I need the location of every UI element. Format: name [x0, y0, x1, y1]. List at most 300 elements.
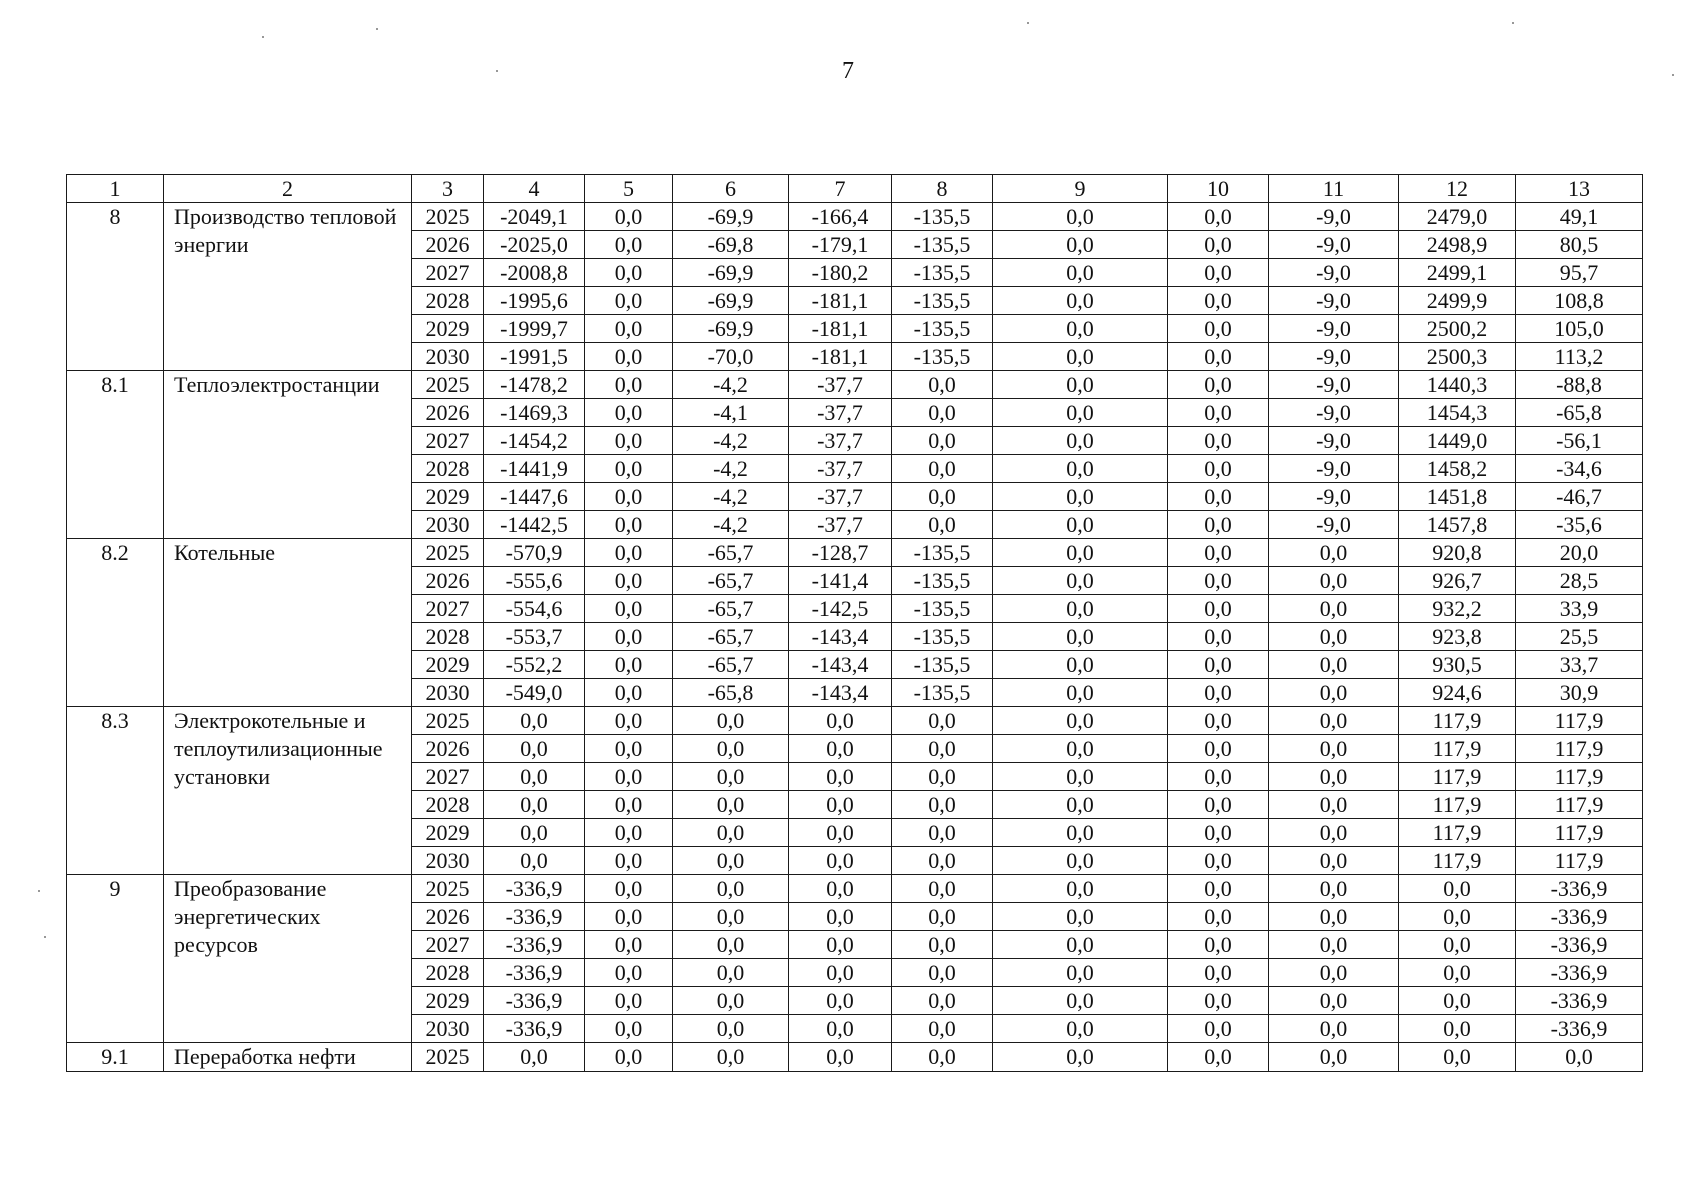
year-cell: 2025	[412, 875, 484, 903]
value-cell: 0,0	[1399, 1043, 1516, 1072]
year-cell: 2030	[412, 1015, 484, 1043]
value-cell: 0,0	[892, 483, 993, 511]
value-cell: 0,0	[1168, 959, 1269, 987]
value-cell: -336,9	[1516, 987, 1643, 1015]
value-cell: 0,0	[993, 231, 1168, 259]
column-number-header-row	[67, 175, 1643, 203]
value-cell: 0,0	[892, 735, 993, 763]
table-row	[67, 203, 1643, 231]
value-cell: 0,0	[1168, 931, 1269, 959]
value-cell: -37,7	[789, 427, 892, 455]
value-cell: 0,0	[484, 763, 585, 791]
value-cell: 0,0	[1168, 539, 1269, 567]
value-cell: -65,7	[673, 539, 789, 567]
value-cell: 0,0	[585, 539, 673, 567]
value-cell: 0,0	[1269, 847, 1399, 875]
value-cell: -336,9	[484, 1015, 585, 1043]
column-number-cell: 2	[164, 175, 412, 203]
row-number-cell: 8	[67, 203, 164, 371]
value-cell: 0,0	[892, 903, 993, 931]
value-cell: 0,0	[993, 763, 1168, 791]
value-cell: 49,1	[1516, 203, 1643, 231]
value-cell: 0,0	[993, 595, 1168, 623]
table-row	[67, 875, 1643, 903]
value-cell: 0,0	[993, 791, 1168, 819]
value-cell: 0,0	[789, 875, 892, 903]
value-cell: 0,0	[789, 987, 892, 1015]
value-cell: 932,2	[1399, 595, 1516, 623]
scan-speck	[44, 936, 46, 938]
table-row	[67, 707, 1643, 735]
value-cell: 0,0	[1269, 875, 1399, 903]
value-cell: 0,0	[1269, 1015, 1399, 1043]
value-cell: 1454,3	[1399, 399, 1516, 427]
value-cell: 0,0	[1168, 903, 1269, 931]
value-cell: 0,0	[585, 455, 673, 483]
value-cell: 0,0	[673, 875, 789, 903]
value-cell: 0,0	[585, 1015, 673, 1043]
year-cell: 2027	[412, 931, 484, 959]
value-cell: 0,0	[585, 203, 673, 231]
value-cell: 0,0	[585, 343, 673, 371]
value-cell: 0,0	[673, 987, 789, 1015]
value-cell: 0,0	[1168, 819, 1269, 847]
year-cell: 2025	[412, 1043, 484, 1072]
column-number-cell: 8	[892, 175, 993, 203]
value-cell: 0,0	[1168, 679, 1269, 707]
value-cell: 0,0	[993, 707, 1168, 735]
value-cell: 0,0	[585, 287, 673, 315]
value-cell: 923,8	[1399, 623, 1516, 651]
value-cell: 0,0	[892, 1043, 993, 1072]
value-cell: -336,9	[484, 875, 585, 903]
value-cell: 0,0	[892, 399, 993, 427]
year-cell: 2028	[412, 287, 484, 315]
value-cell: 0,0	[789, 735, 892, 763]
value-cell: -179,1	[789, 231, 892, 259]
value-cell: 117,9	[1399, 707, 1516, 735]
scan-speck	[496, 70, 498, 72]
value-cell: 105,0	[1516, 315, 1643, 343]
value-cell: 0,0	[673, 707, 789, 735]
value-cell: 117,9	[1399, 819, 1516, 847]
value-cell: -9,0	[1269, 315, 1399, 343]
value-cell: 0,0	[585, 903, 673, 931]
year-cell: 2028	[412, 455, 484, 483]
value-cell: 0,0	[1269, 623, 1399, 651]
value-cell: -46,7	[1516, 483, 1643, 511]
value-cell: -336,9	[1516, 1015, 1643, 1043]
value-cell: 0,0	[1168, 455, 1269, 483]
value-cell: 0,0	[1269, 567, 1399, 595]
value-cell: 0,0	[585, 259, 673, 287]
value-cell: 0,0	[673, 931, 789, 959]
value-cell: 0,0	[1399, 987, 1516, 1015]
value-cell: -4,2	[673, 511, 789, 539]
value-cell: 25,5	[1516, 623, 1643, 651]
value-cell: 80,5	[1516, 231, 1643, 259]
value-cell: -88,8	[1516, 371, 1643, 399]
value-cell: 0,0	[585, 735, 673, 763]
value-cell: 117,9	[1516, 819, 1643, 847]
value-cell: 0,0	[585, 847, 673, 875]
value-cell: 0,0	[484, 735, 585, 763]
value-cell: 117,9	[1399, 763, 1516, 791]
value-cell: 0,0	[789, 959, 892, 987]
value-cell: -143,4	[789, 679, 892, 707]
table-body	[67, 175, 1643, 1072]
value-cell: 0,0	[585, 819, 673, 847]
value-cell: 2499,9	[1399, 287, 1516, 315]
value-cell: 0,0	[1168, 875, 1269, 903]
row-number-cell: 9.1	[67, 1043, 164, 1072]
value-cell: -9,0	[1269, 343, 1399, 371]
value-cell: 0,0	[993, 511, 1168, 539]
table-row	[67, 371, 1643, 399]
value-cell: -2049,1	[484, 203, 585, 231]
row-number-cell: 8.2	[67, 539, 164, 707]
value-cell: 0,0	[1269, 735, 1399, 763]
value-cell: -4,1	[673, 399, 789, 427]
value-cell: 0,0	[993, 427, 1168, 455]
value-cell: -65,7	[673, 567, 789, 595]
year-cell: 2025	[412, 203, 484, 231]
value-cell: 0,0	[993, 399, 1168, 427]
value-cell: -65,8	[673, 679, 789, 707]
row-number-cell: 8.1	[67, 371, 164, 539]
value-cell: 1440,3	[1399, 371, 1516, 399]
scan-speck	[38, 890, 40, 892]
value-cell: 0,0	[1399, 875, 1516, 903]
value-cell: 920,8	[1399, 539, 1516, 567]
year-cell: 2029	[412, 819, 484, 847]
value-cell: 0,0	[1168, 1015, 1269, 1043]
value-cell: 0,0	[1168, 231, 1269, 259]
year-cell: 2029	[412, 651, 484, 679]
value-cell: -4,2	[673, 455, 789, 483]
value-cell: 0,0	[892, 371, 993, 399]
value-cell: 0,0	[892, 707, 993, 735]
value-cell: 0,0	[993, 483, 1168, 511]
value-cell: 0,0	[789, 903, 892, 931]
value-cell: -65,7	[673, 651, 789, 679]
value-cell: -65,8	[1516, 399, 1643, 427]
value-cell: 0,0	[1168, 483, 1269, 511]
value-cell: 0,0	[993, 847, 1168, 875]
value-cell: 0,0	[892, 1015, 993, 1043]
value-cell: 0,0	[892, 959, 993, 987]
value-cell: 0,0	[1269, 651, 1399, 679]
value-cell: 0,0	[993, 959, 1168, 987]
value-cell: 0,0	[1269, 679, 1399, 707]
value-cell: 0,0	[585, 511, 673, 539]
value-cell: -9,0	[1269, 203, 1399, 231]
year-cell: 2027	[412, 427, 484, 455]
value-cell: 0,0	[993, 371, 1168, 399]
indicator-name-cell: Производство тепловой энергии	[164, 203, 412, 371]
value-cell: 0,0	[993, 1043, 1168, 1072]
value-cell: 0,0	[993, 567, 1168, 595]
year-cell: 2028	[412, 623, 484, 651]
value-cell: 1458,2	[1399, 455, 1516, 483]
value-cell: 0,0	[1269, 1043, 1399, 1072]
value-cell: -1442,5	[484, 511, 585, 539]
value-cell: 0,0	[585, 567, 673, 595]
column-number-cell: 3	[412, 175, 484, 203]
value-cell: 0,0	[1269, 595, 1399, 623]
value-cell: 0,0	[1168, 735, 1269, 763]
value-cell: 0,0	[789, 819, 892, 847]
value-cell: 20,0	[1516, 539, 1643, 567]
column-number-cell: 13	[1516, 175, 1643, 203]
value-cell: 0,0	[585, 931, 673, 959]
value-cell: 926,7	[1399, 567, 1516, 595]
value-cell: 28,5	[1516, 567, 1643, 595]
value-cell: -553,7	[484, 623, 585, 651]
value-cell: -135,5	[892, 231, 993, 259]
value-cell: 0,0	[1269, 791, 1399, 819]
value-cell: 2499,1	[1399, 259, 1516, 287]
value-cell: 0,0	[993, 987, 1168, 1015]
value-cell: -37,7	[789, 455, 892, 483]
value-cell: 0,0	[1168, 287, 1269, 315]
column-number-cell: 7	[789, 175, 892, 203]
value-cell: -1469,3	[484, 399, 585, 427]
value-cell: 0,0	[585, 763, 673, 791]
value-cell: 0,0	[585, 595, 673, 623]
value-cell: -9,0	[1269, 399, 1399, 427]
value-cell: -128,7	[789, 539, 892, 567]
value-cell: 0,0	[993, 735, 1168, 763]
value-cell: 0,0	[993, 343, 1168, 371]
value-cell: -135,5	[892, 567, 993, 595]
scan-speck	[1027, 22, 1029, 24]
value-cell: -4,2	[673, 427, 789, 455]
year-cell: 2027	[412, 259, 484, 287]
value-cell: 0,0	[1168, 259, 1269, 287]
value-cell: -552,2	[484, 651, 585, 679]
value-cell: 108,8	[1516, 287, 1643, 315]
value-cell: -554,6	[484, 595, 585, 623]
value-cell: -65,7	[673, 623, 789, 651]
value-cell: 0,0	[993, 623, 1168, 651]
value-cell: 0,0	[585, 371, 673, 399]
value-cell: 0,0	[673, 959, 789, 987]
value-cell: 0,0	[585, 1043, 673, 1072]
value-cell: 0,0	[484, 819, 585, 847]
value-cell: 113,2	[1516, 343, 1643, 371]
value-cell: 0,0	[1399, 959, 1516, 987]
scan-speck	[262, 36, 264, 38]
value-cell: 0,0	[892, 511, 993, 539]
column-number-cell: 9	[993, 175, 1168, 203]
value-cell: 0,0	[993, 315, 1168, 343]
value-cell: 0,0	[993, 539, 1168, 567]
value-cell: 0,0	[1168, 203, 1269, 231]
column-number-cell: 5	[585, 175, 673, 203]
value-cell: -34,6	[1516, 455, 1643, 483]
value-cell: 0,0	[1168, 567, 1269, 595]
value-cell: -37,7	[789, 483, 892, 511]
value-cell: 0,0	[1269, 959, 1399, 987]
indicator-name-cell: Теплоэлектростанции	[164, 371, 412, 539]
value-cell: 2500,2	[1399, 315, 1516, 343]
value-cell: 0,0	[1399, 931, 1516, 959]
value-cell: -56,1	[1516, 427, 1643, 455]
value-cell: -135,5	[892, 539, 993, 567]
value-cell: -37,7	[789, 511, 892, 539]
year-cell: 2030	[412, 343, 484, 371]
year-cell: 2026	[412, 903, 484, 931]
value-cell: -1447,6	[484, 483, 585, 511]
value-cell: 0,0	[892, 819, 993, 847]
value-cell: -135,5	[892, 343, 993, 371]
value-cell: 0,0	[484, 847, 585, 875]
value-cell: 0,0	[789, 931, 892, 959]
value-cell: 0,0	[892, 847, 993, 875]
value-cell: -9,0	[1269, 427, 1399, 455]
value-cell: 0,0	[673, 903, 789, 931]
indicator-name-cell: Электрокотельные и теплоутилизационные установки	[164, 707, 412, 875]
indicator-name-cell: Котельные	[164, 539, 412, 707]
value-cell: -1454,2	[484, 427, 585, 455]
value-cell: -135,5	[892, 595, 993, 623]
value-cell: 0,0	[1168, 763, 1269, 791]
value-cell: 0,0	[673, 819, 789, 847]
value-cell: 1451,8	[1399, 483, 1516, 511]
value-cell: 0,0	[993, 819, 1168, 847]
value-cell: 0,0	[585, 315, 673, 343]
value-cell: 1449,0	[1399, 427, 1516, 455]
value-cell: -9,0	[1269, 455, 1399, 483]
value-cell: 0,0	[585, 651, 673, 679]
value-cell: 0,0	[993, 455, 1168, 483]
value-cell: -69,9	[673, 259, 789, 287]
year-cell: 2028	[412, 791, 484, 819]
value-cell: -1999,7	[484, 315, 585, 343]
value-cell: 930,5	[1399, 651, 1516, 679]
table-row	[67, 1043, 1643, 1072]
value-cell: -135,5	[892, 651, 993, 679]
value-cell: 0,0	[789, 1015, 892, 1043]
value-cell: 0,0	[892, 931, 993, 959]
value-cell: -143,4	[789, 651, 892, 679]
scan-speck	[1672, 74, 1674, 76]
year-cell: 2027	[412, 763, 484, 791]
value-cell: -143,4	[789, 623, 892, 651]
value-cell: 0,0	[789, 791, 892, 819]
value-cell: 0,0	[1168, 511, 1269, 539]
value-cell: 0,0	[993, 259, 1168, 287]
value-cell: -4,2	[673, 371, 789, 399]
value-cell: 117,9	[1516, 707, 1643, 735]
scan-speck	[1512, 22, 1514, 24]
year-cell: 2029	[412, 987, 484, 1015]
value-cell: 0,0	[892, 875, 993, 903]
column-number-cell: 12	[1399, 175, 1516, 203]
value-cell: 0,0	[993, 287, 1168, 315]
value-cell: -1995,6	[484, 287, 585, 315]
scan-speck	[376, 28, 378, 30]
value-cell: 33,7	[1516, 651, 1643, 679]
value-cell: 0,0	[1168, 315, 1269, 343]
value-cell: -1441,9	[484, 455, 585, 483]
year-cell: 2030	[412, 679, 484, 707]
value-cell: 0,0	[1269, 819, 1399, 847]
value-cell: -135,5	[892, 623, 993, 651]
year-cell: 2029	[412, 315, 484, 343]
value-cell: -549,0	[484, 679, 585, 707]
value-cell: 0,0	[585, 483, 673, 511]
value-cell: 0,0	[585, 987, 673, 1015]
row-number-cell: 9	[67, 875, 164, 1043]
value-cell: 0,0	[892, 455, 993, 483]
value-cell: -69,9	[673, 287, 789, 315]
value-cell: 0,0	[1168, 595, 1269, 623]
value-cell: -141,4	[789, 567, 892, 595]
value-cell: -135,5	[892, 679, 993, 707]
energy-balance-table	[66, 174, 1643, 1072]
value-cell: 0,0	[484, 791, 585, 819]
value-cell: 0,0	[1168, 343, 1269, 371]
value-cell: 0,0	[585, 399, 673, 427]
year-cell: 2025	[412, 707, 484, 735]
year-cell: 2030	[412, 847, 484, 875]
value-cell: 0,0	[1269, 763, 1399, 791]
value-cell: -9,0	[1269, 511, 1399, 539]
value-cell: 0,0	[1399, 1015, 1516, 1043]
value-cell: -9,0	[1269, 371, 1399, 399]
column-number-cell: 11	[1269, 175, 1399, 203]
value-cell: -135,5	[892, 203, 993, 231]
value-cell: -135,5	[892, 287, 993, 315]
value-cell: -9,0	[1269, 259, 1399, 287]
year-cell: 2025	[412, 371, 484, 399]
year-cell: 2026	[412, 231, 484, 259]
value-cell: 117,9	[1399, 847, 1516, 875]
value-cell: 0,0	[993, 203, 1168, 231]
indicator-name-cell: Преобразование энергетических ресурсов	[164, 875, 412, 1043]
value-cell: -555,6	[484, 567, 585, 595]
value-cell: 0,0	[484, 707, 585, 735]
value-cell: 2498,9	[1399, 231, 1516, 259]
value-cell: 0,0	[1168, 1043, 1269, 1072]
value-cell: -336,9	[1516, 903, 1643, 931]
year-cell: 2029	[412, 483, 484, 511]
value-cell: 0,0	[1269, 931, 1399, 959]
value-cell: 0,0	[1168, 707, 1269, 735]
value-cell: -37,7	[789, 399, 892, 427]
value-cell: -336,9	[1516, 875, 1643, 903]
value-cell: -65,7	[673, 595, 789, 623]
value-cell: 117,9	[1516, 735, 1643, 763]
value-cell: 0,0	[673, 735, 789, 763]
table-row	[67, 539, 1643, 567]
value-cell: 2479,0	[1399, 203, 1516, 231]
value-cell: 0,0	[585, 791, 673, 819]
value-cell: 0,0	[1168, 399, 1269, 427]
value-cell: 0,0	[1168, 651, 1269, 679]
value-cell: -336,9	[1516, 931, 1643, 959]
value-cell: -1478,2	[484, 371, 585, 399]
value-cell: -69,8	[673, 231, 789, 259]
value-cell: 0,0	[993, 875, 1168, 903]
value-cell: 0,0	[993, 931, 1168, 959]
value-cell: 0,0	[585, 679, 673, 707]
year-cell: 2026	[412, 399, 484, 427]
value-cell: 0,0	[1168, 791, 1269, 819]
value-cell: -9,0	[1269, 287, 1399, 315]
